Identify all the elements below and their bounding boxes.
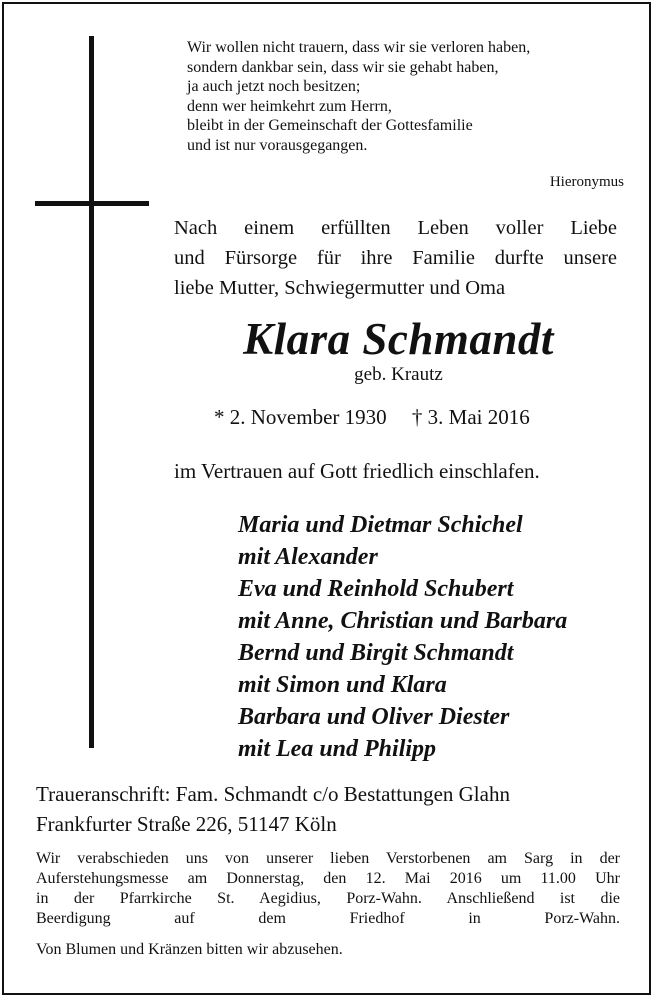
life-dates <box>214 405 530 430</box>
mourner-line: mit Alexander <box>238 544 378 570</box>
mourner-line: mit Simon und Klara <box>238 672 447 698</box>
mourner-line: Bernd und Birgit Schmandt <box>238 640 514 666</box>
maiden-name: geb. Krautz <box>354 364 443 385</box>
poem-line: Wir wollen nicht trauern, dass wir sie verloren haben, <box>187 39 531 56</box>
ceremony-line: in der Pfarrkirche St. Aegidius, Porz-Wahn. Anschließend ist die <box>36 890 620 907</box>
flowers-note: Von Blumen und Kränzen bitten wir abzusehen. <box>36 941 343 958</box>
intro-line: Nach einem erfüllten Leben voller Liebe <box>174 217 617 239</box>
intro-text <box>174 213 617 303</box>
closing-sentence: im Vertrauen auf Gott friedlich einschlafen. <box>174 459 540 483</box>
ceremony-line: Auferstehungsmesse am Donnerstag, den 12. Mai 2016 um 11.00 Uhr <box>36 870 620 887</box>
poem-line: denn wer heimkehrt zum Herrn, <box>187 97 392 115</box>
mourner-line: Eva und Reinhold Schubert <box>238 576 514 602</box>
poem-line: sondern dankbar sein, dass wir sie gehabt haben, <box>187 58 499 76</box>
poem-line: bleibt in der Gemeinschaft der Gottesfamilie <box>187 117 473 134</box>
deceased-name: Klara Schmandt <box>243 314 554 364</box>
death-date: † 3. Mai 2016 <box>411 405 530 429</box>
address-line: Traueranschrift: Fam. Schmandt c/o Bestattungen Glahn <box>36 782 510 806</box>
address-line: Frankfurter Straße 226, 51147 Köln <box>36 812 337 836</box>
birth-date: * 2. November 1930 <box>214 405 387 429</box>
poem-quote <box>187 38 627 155</box>
mourner-line: Barbara und Oliver Diester <box>238 704 510 730</box>
mourning-address <box>36 779 510 839</box>
ceremony-line: Wir verabschieden uns von unserer lieben Verstorbenen am Sarg in der <box>36 850 620 867</box>
ceremony-info <box>36 849 620 929</box>
mourner-line: Maria und Dietmar Schichel <box>238 512 523 538</box>
intro-line: und Fürsorge für ihre Familie durfte unsere <box>174 247 617 269</box>
cross-horizontal-bar <box>35 201 149 206</box>
intro-line: liebe Mutter, Schwiegermutter und Oma <box>174 277 506 299</box>
mourners-list <box>238 509 567 765</box>
poem-line: ja auch jetzt noch besitzen; <box>187 78 361 95</box>
mourner-line: mit Lea und Philipp <box>238 736 437 762</box>
poem-author: Hieronymus <box>549 174 624 190</box>
poem-line: und ist nur vorausgegangen. <box>187 136 368 154</box>
cross-vertical-bar <box>89 36 94 748</box>
mourner-line: mit Anne, Christian und Barbara <box>238 608 568 634</box>
ceremony-line: Beerdigung auf dem Friedhof in Porz-Wahn. <box>36 910 620 927</box>
